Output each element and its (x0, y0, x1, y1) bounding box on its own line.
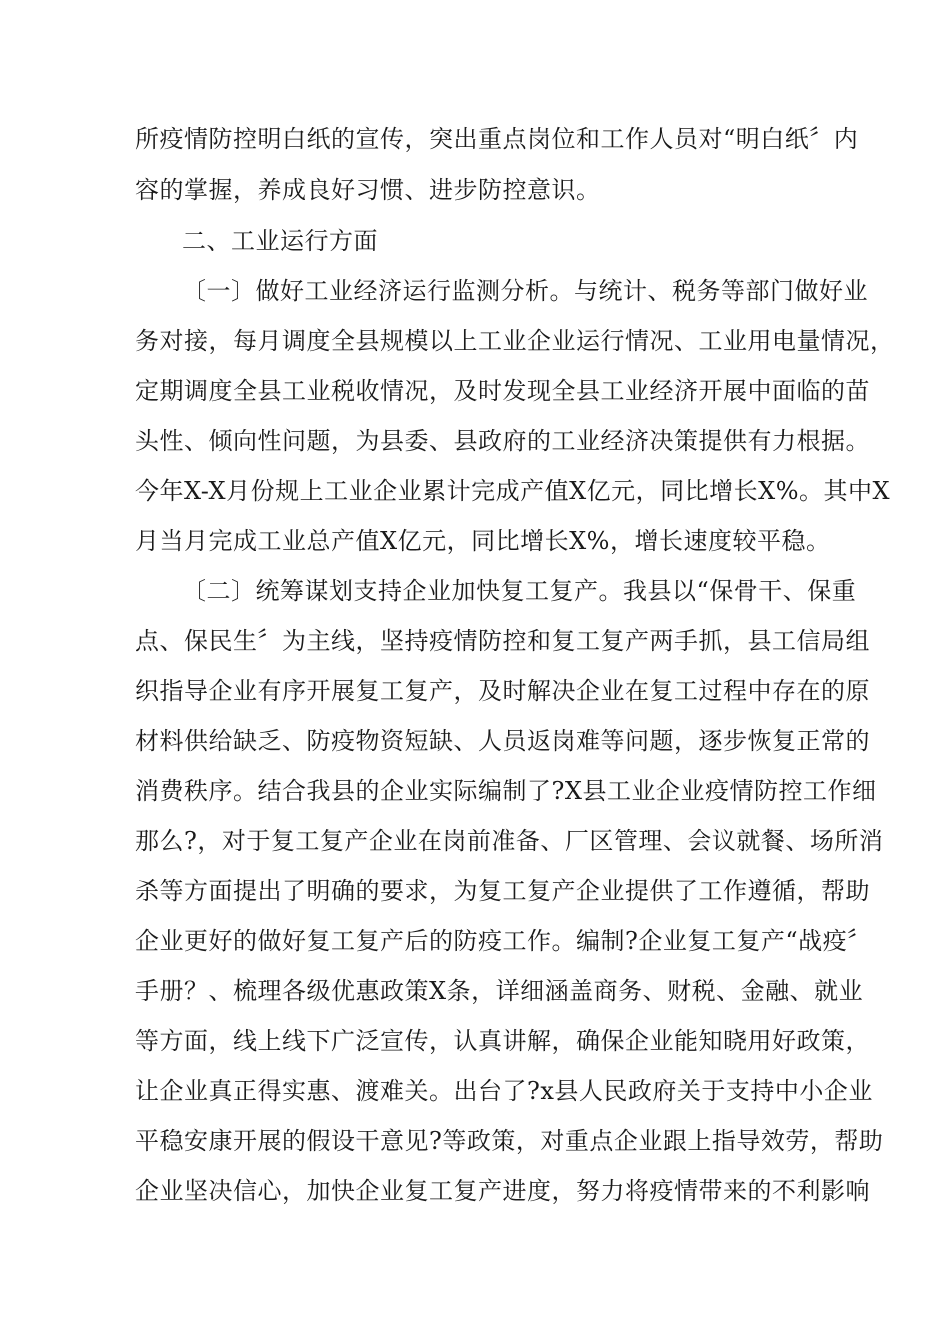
paragraph-line: 手册？、梳理各级优惠政策X条，详细涵盖商务、财税、金融、就业 (135, 977, 864, 1005)
paragraph-line: 让企业真正得实惠、渡难关。出台了?x县人民政府关于支持中小企业 (135, 1077, 873, 1105)
paragraph-line: 消费秩序。结合我县的企业实际编制了?X县工业企业疫情防控工作细 (135, 777, 877, 805)
paragraph-line: 〔二〕统筹谋划支持企业加快复工复产。我县以“保骨干、保重 (182, 577, 857, 605)
paragraph-line: 月当月完成工业总产值X亿元，同比增长X%，增长速度较平稳。 (135, 527, 831, 555)
paragraph-line: 〔一〕做好工业经济运行监测分析。与统计、税务等部门做好业 (182, 277, 868, 305)
paragraph-line: 容的掌握，养成良好习惯、进步防控意识。 (135, 176, 601, 204)
paragraph-line: 定期调度全县工业税收情况，及时发现全县工业经济开展中面临的苗 (135, 377, 870, 405)
paragraph-line: 今年X-X月份规上工业企业累计完成产值X亿元，同比增长X%。其中X (135, 477, 891, 505)
paragraph-line: 等方面，线上线下广泛宣传，认真讲解，确保企业能知晓用好政策， (135, 1027, 870, 1055)
paragraph-line: 杀等方面提出了明确的要求，为复工复产企业提供了工作遵循，帮助 (135, 877, 870, 905)
paragraph-line: 材料供给缺乏、防疫物资短缺、人员返岗难等问题，逐步恢复正常的 (135, 727, 870, 755)
paragraph-line: 那么?，对于复工复产企业在岗前准备、厂区管理、会议就餐、场所消 (135, 827, 884, 855)
paragraph-line: 织指导企业有序开展复工复产，及时解决企业在复工过程中存在的原 (135, 677, 870, 705)
paragraph-line: 点、保民生〞为主线，坚持疫情防控和复工复产两手抓，县工信局组 (135, 627, 870, 655)
paragraph-line: 企业更好的做好复工复产后的防疫工作。编制?企业复工复产“战疫〞 (135, 927, 872, 955)
paragraph-line: 头性、倾向性问题，为县委、县政府的工业经济决策提供有力根据。 (135, 427, 870, 455)
section-heading: 二、工业运行方面 (182, 227, 378, 255)
paragraph-line: 企业坚决信心，加快企业复工复产进度，努力将疫情带来的不利影响 (135, 1177, 870, 1205)
paragraph-line: 平稳安康开展的假设干意见?等政策，对重点企业跟上指导效劳，帮助 (135, 1127, 884, 1155)
paragraph-line: 务对接，每月调度全县规模以上工业企业运行情况、工业用电量情况， (135, 327, 895, 355)
paragraph-line: 所疫情防控明白纸的宣传，突出重点岗位和工作人员对“明白纸〞内 (135, 125, 859, 153)
